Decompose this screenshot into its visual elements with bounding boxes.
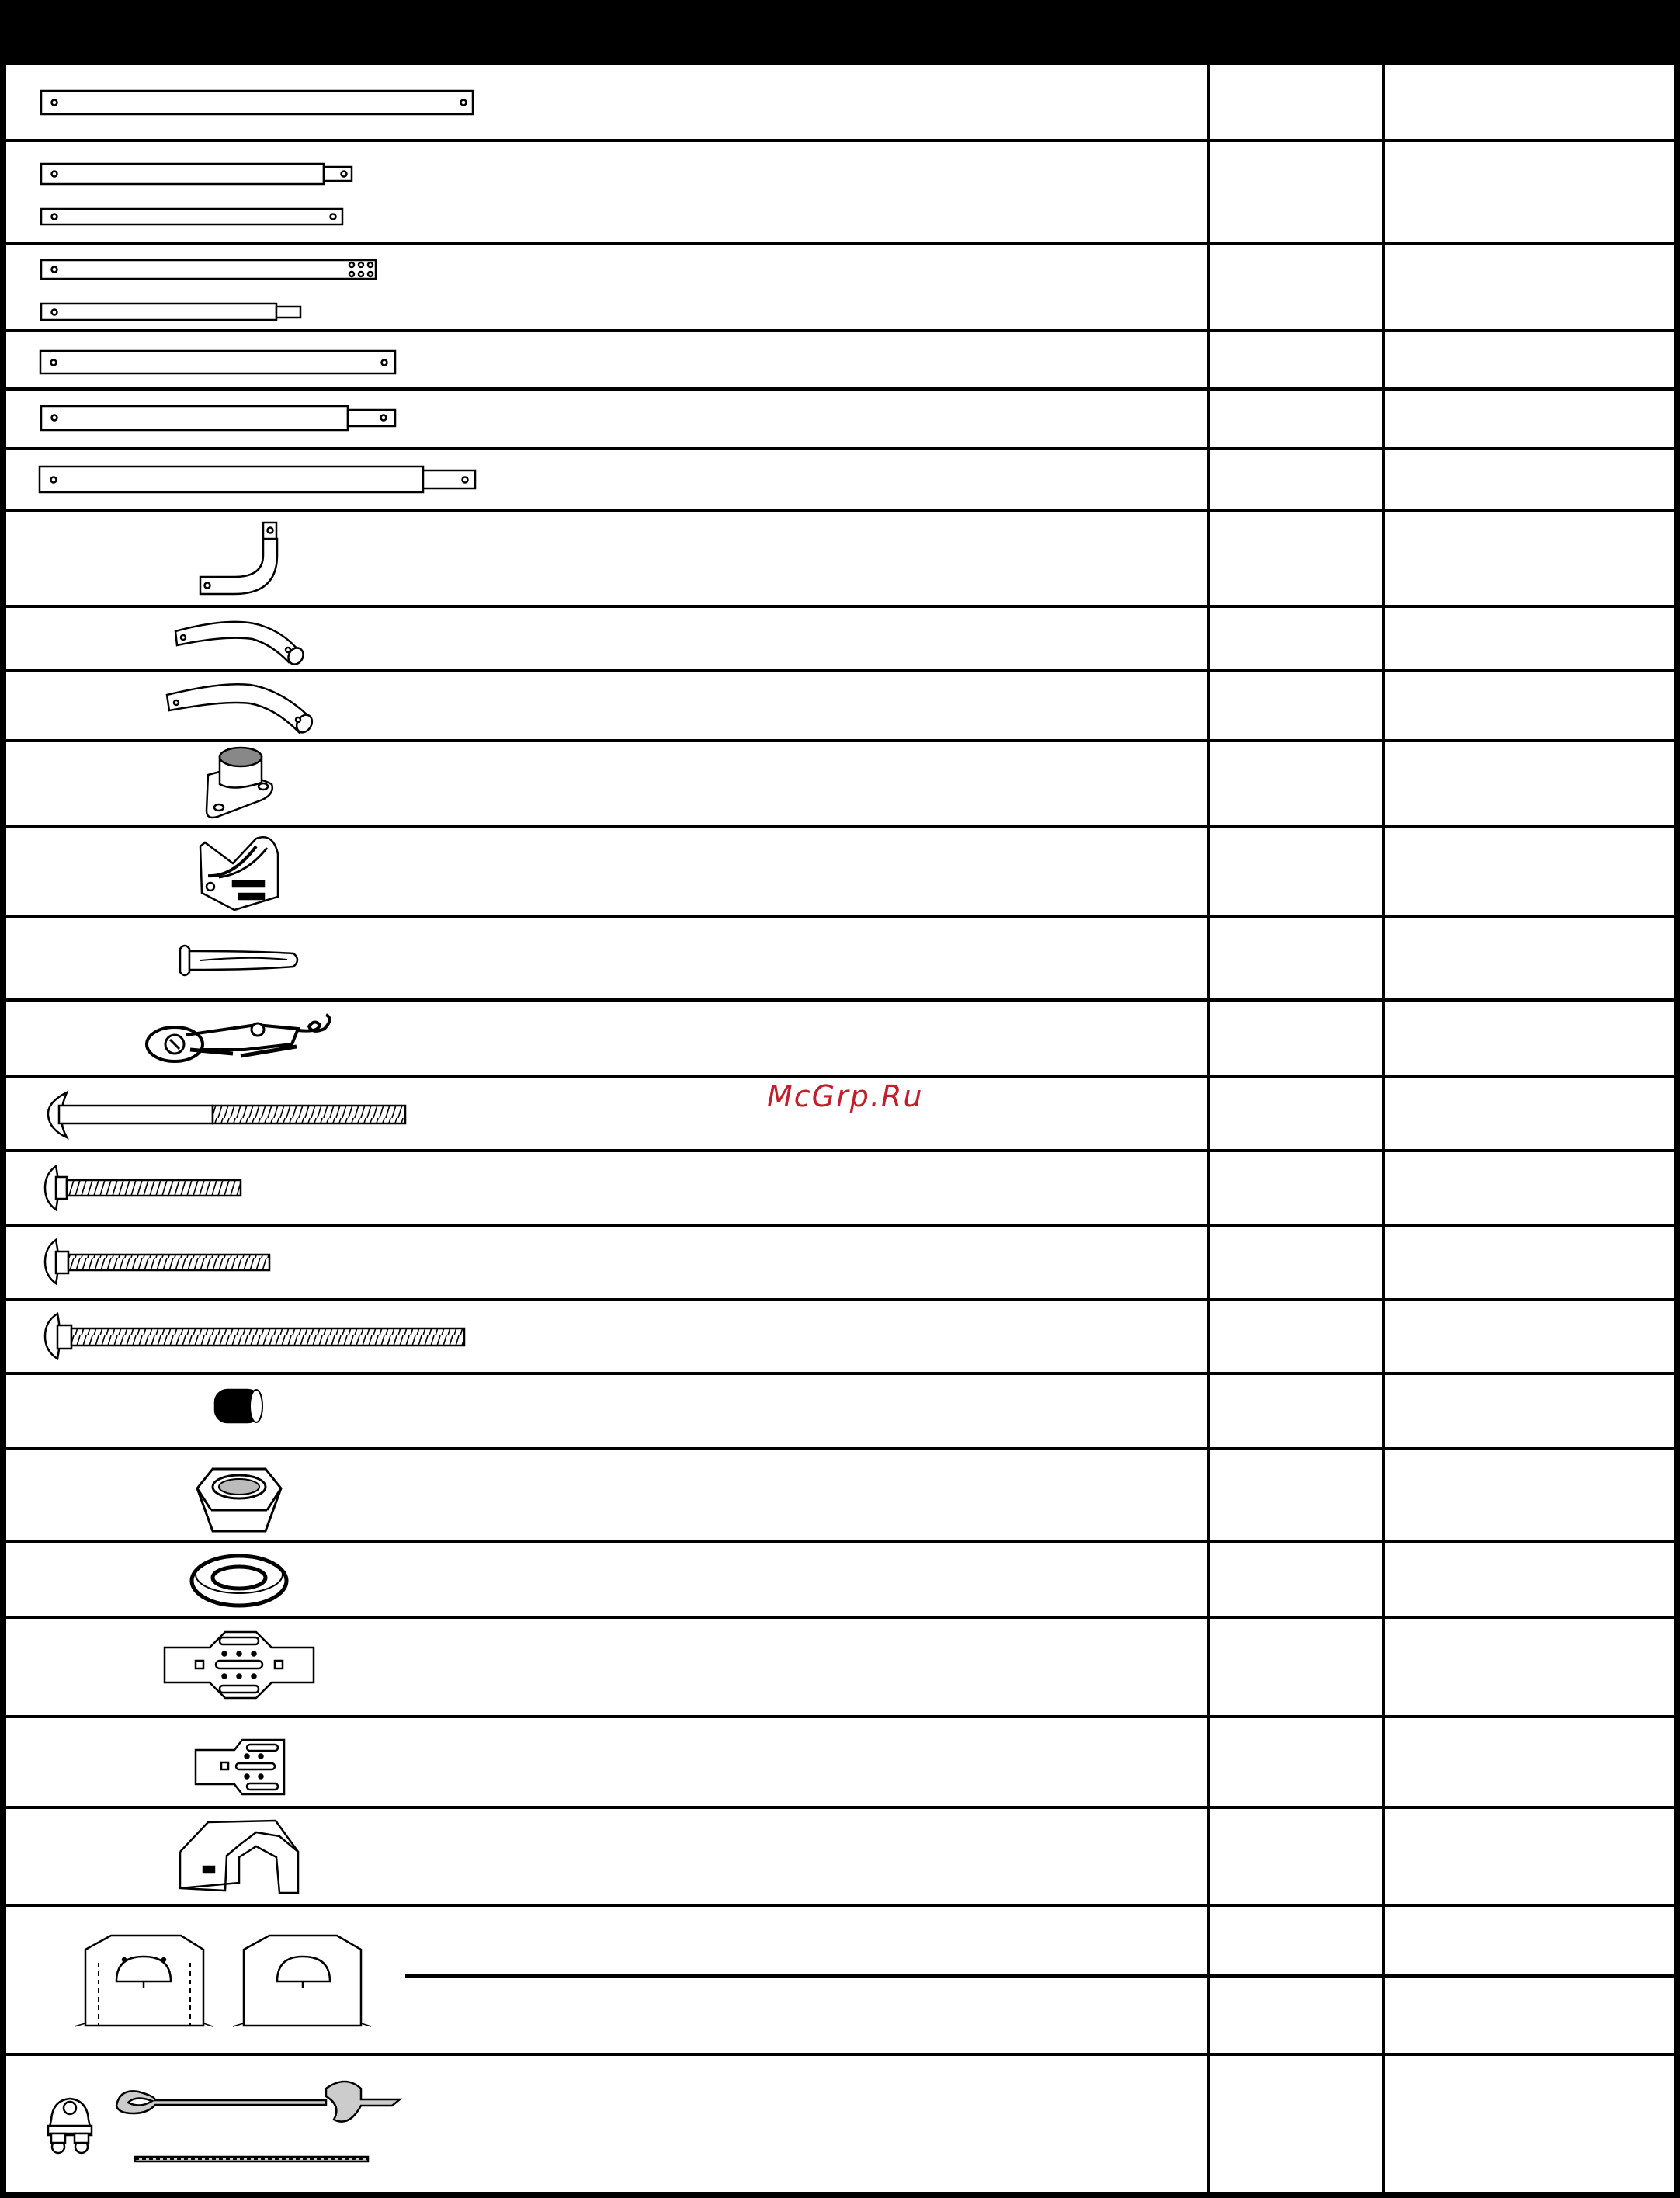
straight-tube-medium-icon (40, 351, 395, 373)
watermark-text: McGrp.Ru (767, 1079, 924, 1113)
swaged-tube-long-icon (40, 467, 475, 492)
end-cap-icon (215, 1390, 262, 1422)
swaged-tube-medium-icon (41, 406, 395, 430)
flat-washer-icon (192, 1556, 286, 1606)
table-body (6, 65, 1674, 2192)
straight-tube-long-icon (41, 91, 473, 114)
hex-nut-icon (197, 1469, 281, 1531)
